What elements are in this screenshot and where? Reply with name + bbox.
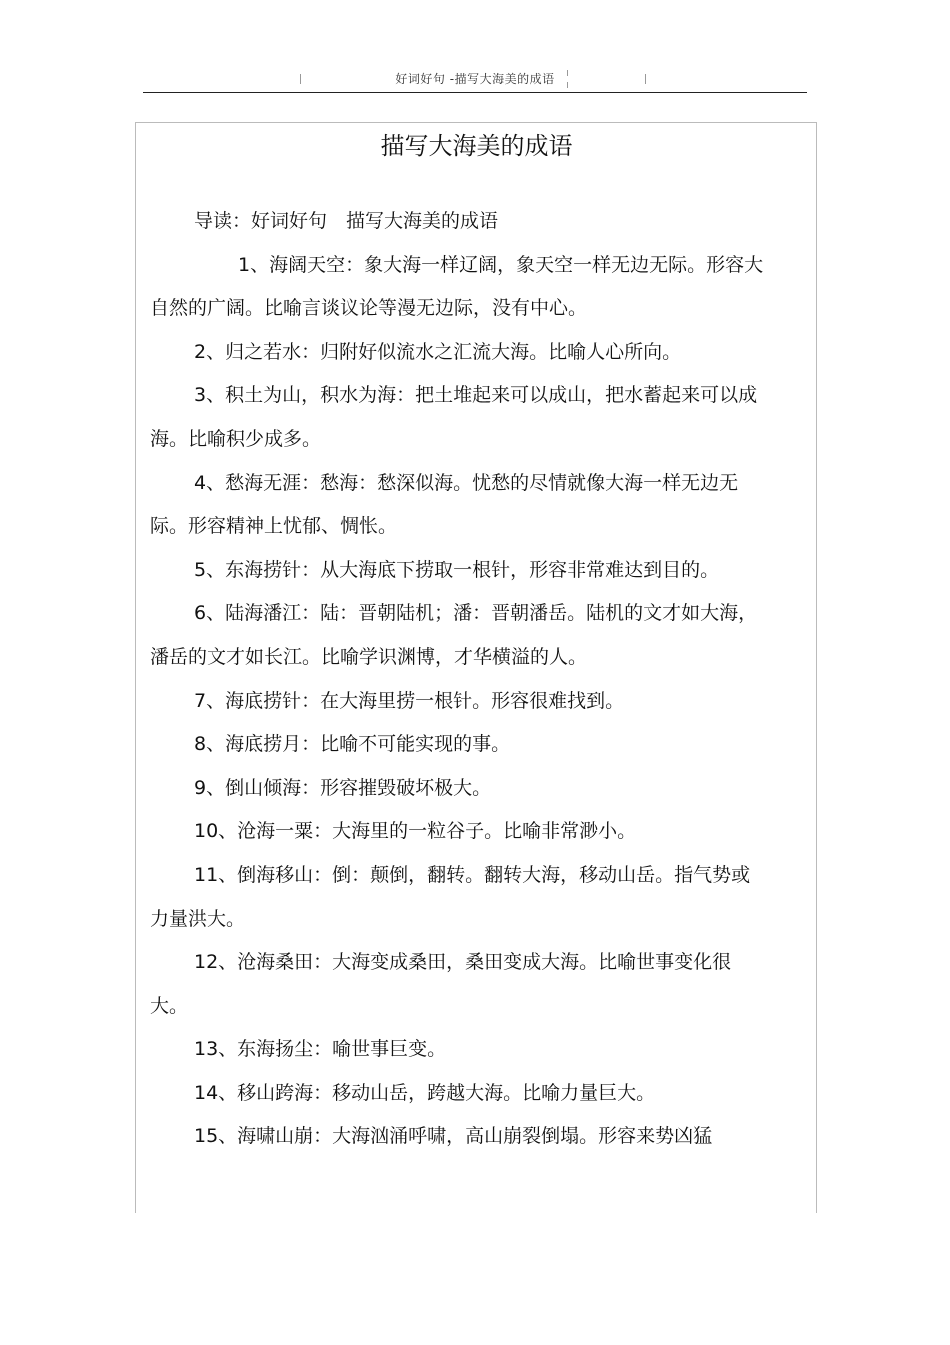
- idiom-item-1: 1、海阔天空：象大海一样辽阔，象天空一样无边无际。形容大自然的广阔。比喻言谈议论等漫无边际，没有中心。: [150, 253, 764, 320]
- idiom-item-12: 12、沧海桑田：大海变成桑田，桑田变成大海。比喻世事变化很大。: [150, 951, 732, 1017]
- intro-paragraph: 导读：好词好句 描写大海美的成语: [194, 210, 499, 232]
- page-header: [143, 66, 807, 93]
- header-tick-mid-bottom: [567, 82, 568, 88]
- idiom-item-5: 5、东海捞针：从大海底下捞取一根针，形容非常难达到目的。: [194, 558, 720, 581]
- document-body: [150, 200, 765, 1159]
- idiom-item-13: 13、东海扬尘：喻世事巨变。: [194, 1038, 447, 1061]
- document-title: 描写大海美的成语: [380, 132, 573, 160]
- header-tick-left: [300, 74, 301, 84]
- idiom-item-4: 4、愁海无涯：愁海：愁深似海。忧愁的尽情就像大海一样无边无际。形容精神上忧郁、惆怅。: [150, 471, 739, 538]
- idiom-item-2: 2、归之若水：归附好似流水之汇流大海。比喻人心所向。: [194, 340, 682, 363]
- idiom-item-11: 11、倒海移山：倒：颠倒，翻转。翻转大海，移动山岳。指气势或力量洪大。: [150, 863, 751, 930]
- idiom-item-7: 7、海底捞针：在大海里捞一根针。形容很难找到。: [194, 689, 625, 712]
- idiom-item-15: 15、海啸山崩：大海汹涌呼啸，高山崩裂倒塌。形容来势凶猛: [194, 1125, 713, 1148]
- idiom-item-9: 9、倒山倾海：形容摧毁破坏极大。: [194, 776, 492, 799]
- header-tick-mid-top: [567, 70, 568, 76]
- idiom-item-10: 10、沧海一粟：大海里的一粒谷子。比喻非常渺小。: [194, 820, 637, 843]
- header-tick-right: [645, 74, 646, 84]
- idiom-item-14: 14、移山跨海：移动山岳，跨越大海。比喻力量巨大。: [194, 1081, 656, 1104]
- idiom-item-3: 3、积土为山，积水为海：把土堆起来可以成山，把水蓄起来可以成海。比喻积少成多。: [150, 384, 758, 450]
- idiom-item-8: 8、海底捞月：比喻不可能实现的事。: [194, 733, 511, 756]
- idiom-item-6: 6、陆海潘江：陆：晋朝陆机；潘：晋朝潘岳。陆机的文才如大海，潘岳的文才如长江。比喻学识渊博，才华横溢的人。: [150, 602, 758, 668]
- header-text: 好词好句 -描写大海美的成语: [395, 72, 555, 86]
